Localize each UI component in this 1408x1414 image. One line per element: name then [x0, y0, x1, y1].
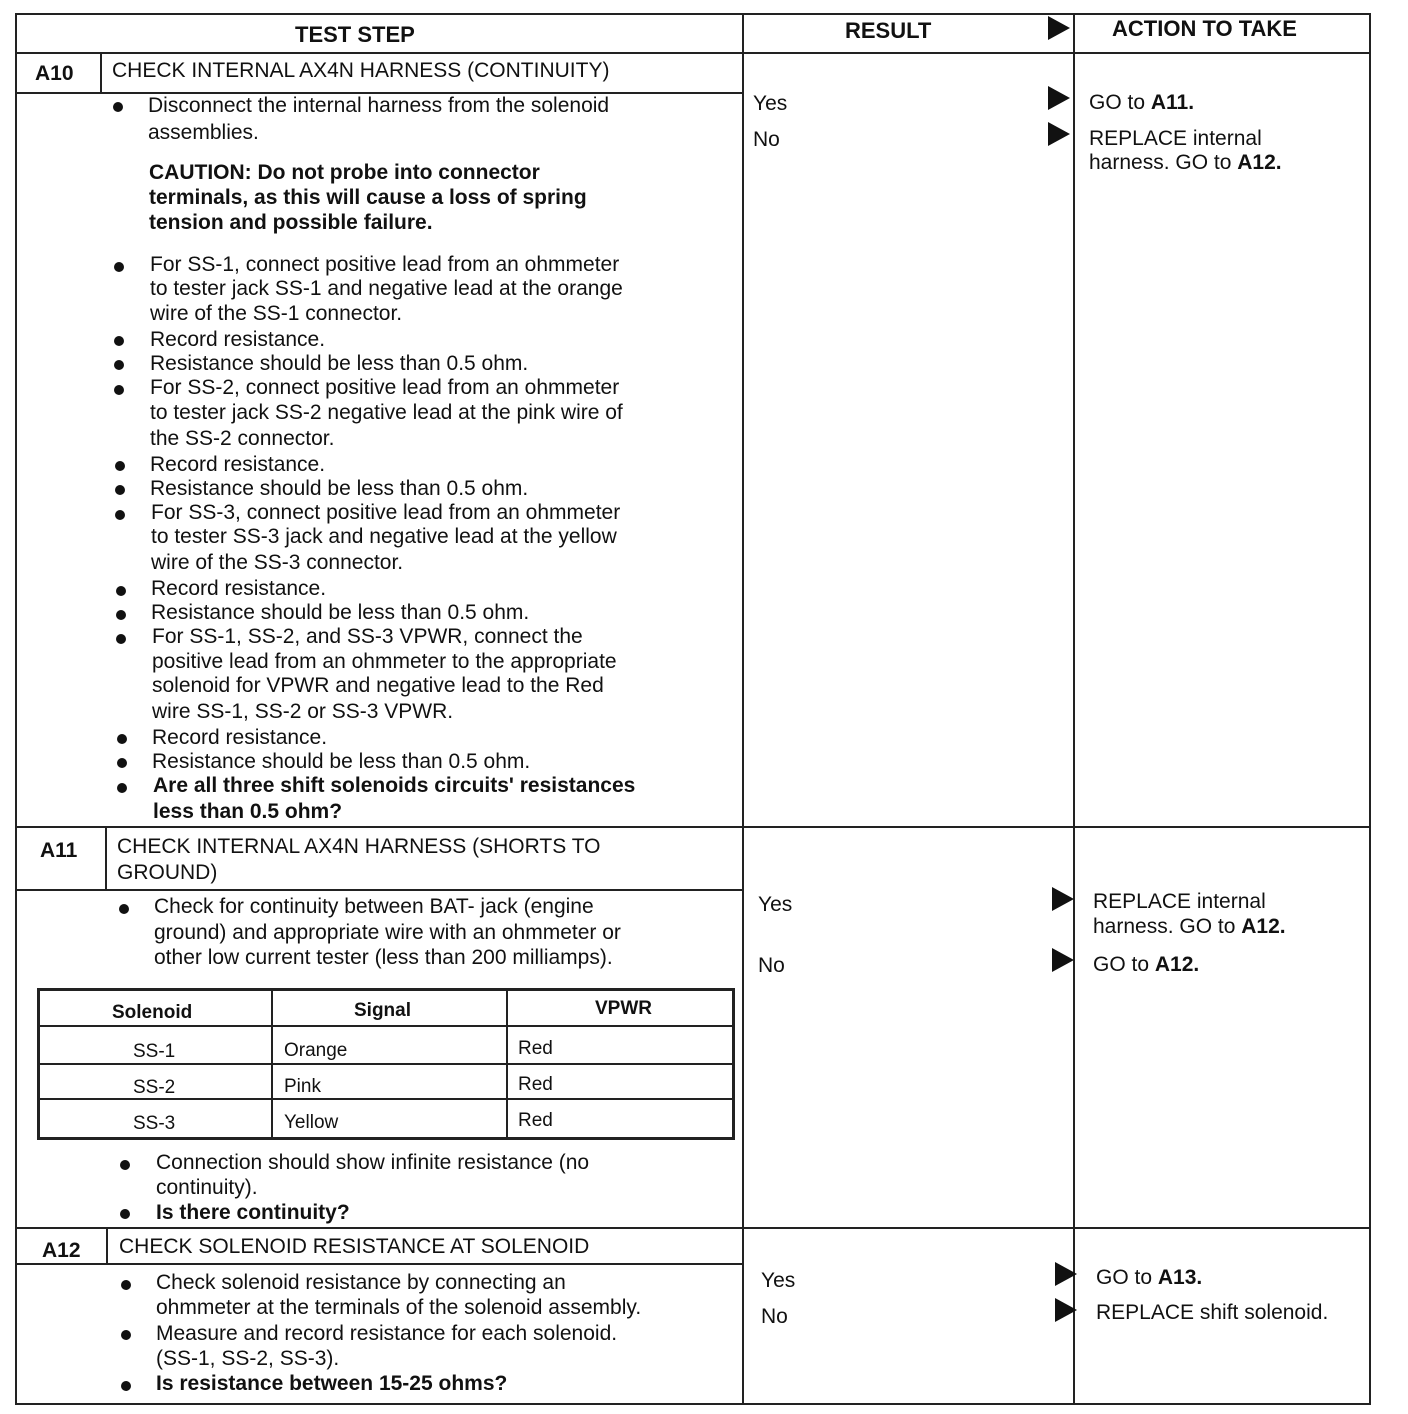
a11-action-no-text: GO to	[1093, 953, 1155, 976]
arrow-icon	[1048, 122, 1070, 146]
header-test-step: TEST STEP	[295, 22, 415, 47]
a11-action-yes-ref: A12.	[1241, 915, 1286, 938]
bullet-icon	[120, 1209, 130, 1219]
a11-a12-separator	[15, 1227, 1370, 1229]
a11-line: continuity).	[156, 1176, 258, 1199]
a10-a11-separator	[15, 826, 1370, 828]
a10-step-id: A10	[35, 62, 74, 85]
bullet-icon	[117, 758, 127, 768]
a11-result-yes: Yes	[758, 893, 793, 916]
a10-line: Record resistance.	[150, 453, 326, 476]
a10-action-no-ref: A12.	[1237, 151, 1282, 174]
table-cell: Red	[518, 1038, 553, 1059]
header-arrow-icon	[1048, 16, 1070, 40]
a10-step-title: CHECK INTERNAL AX4N HARNESS (CONTINUITY)	[112, 59, 610, 82]
a10-line: wire SS-1, SS-2 or SS-3 VPWR.	[152, 700, 454, 723]
right-border	[1369, 13, 1371, 1405]
header-result: RESULT	[845, 18, 932, 43]
table-cell: SS-1	[133, 1041, 176, 1062]
table-cell: Pink	[284, 1076, 321, 1097]
a10-action-yes	[1089, 90, 1194, 115]
a12-line: (SS-1, SS-2, SS-3).	[156, 1347, 340, 1370]
a10-caution: CAUTION: Do not probe into connector	[149, 161, 540, 184]
left-border	[15, 13, 17, 1405]
a10-line: Resistance should be less than 0.5 ohm.	[150, 352, 529, 375]
a12-step-id: A12	[42, 1239, 81, 1262]
a12-title-bottom	[15, 1263, 743, 1265]
a10-action-yes-ref: A11.	[1150, 91, 1195, 114]
a12-action-yes-ref: A13.	[1157, 1266, 1203, 1289]
a12-id-divider	[106, 1228, 108, 1264]
a12-step-title: CHECK SOLENOID RESISTANCE AT SOLENOID	[119, 1235, 590, 1258]
a12-line: Measure and record resistance for each solenoid.	[156, 1322, 618, 1345]
a10-line: solenoid for VPWR and negative lead to the Red	[152, 674, 604, 697]
a10-line: Resistance should be less than 0.5 ohm.	[150, 477, 529, 500]
arrow-icon	[1048, 86, 1070, 110]
table-top-border	[15, 13, 1370, 15]
table-bottom-border	[15, 1403, 1371, 1405]
a10-id-divider	[100, 53, 102, 93]
bullet-icon	[121, 1330, 131, 1340]
a11-line: other low current tester (less than 200 milliamps).	[154, 946, 613, 969]
a11-line: ground) and appropriate wire with an ohmmeter or	[154, 921, 621, 944]
a12-result-no: No	[761, 1305, 788, 1328]
result-column-divider	[1073, 13, 1075, 1405]
a11-step-id: A11	[40, 839, 78, 862]
a10-line: For SS-3, connect positive lead from an ohmmeter	[151, 501, 621, 524]
bullet-icon	[114, 336, 124, 346]
a11-line: Check for continuity between BAT- jack (engine	[154, 895, 594, 918]
arrow-icon	[1052, 887, 1074, 911]
a10-line: positive lead from an ohmmeter to the appropriate	[152, 650, 617, 673]
test-step-column-divider	[742, 13, 744, 1405]
table-header-solenoid: Solenoid	[112, 1002, 193, 1023]
a11-step-title: CHECK INTERNAL AX4N HARNESS (SHORTS TO	[117, 835, 601, 858]
a10-question: Are all three shift solenoids circuits' resistances	[153, 774, 636, 797]
header-bottom-border	[15, 52, 1370, 54]
header-action-to-take: ACTION TO TAKE	[1112, 16, 1297, 41]
a12-question: Is resistance between 15-25 ohms?	[156, 1372, 508, 1395]
a11-step-title: GROUND)	[117, 861, 218, 884]
a10-line: For SS-1, connect positive lead from an ohmmeter	[150, 253, 620, 276]
a11-action-yes-line1: REPLACE internal	[1093, 890, 1266, 913]
bullet-icon	[116, 634, 126, 644]
arrow-icon	[1055, 1298, 1077, 1322]
a11-action-yes-line2	[1093, 914, 1286, 939]
arrow-icon	[1052, 948, 1074, 972]
table-col-divider	[271, 991, 273, 1137]
bullet-icon	[115, 510, 125, 520]
a12-action-no: REPLACE shift solenoid.	[1096, 1301, 1329, 1324]
a10-caution: tension and possible failure.	[149, 211, 433, 234]
bullet-icon	[115, 461, 125, 471]
a11-action-no-ref: A12.	[1154, 953, 1200, 976]
a10-line: Record resistance.	[152, 726, 328, 749]
table-col-divider	[506, 991, 508, 1137]
a10-line: to tester SS-3 jack and negative lead at the yellow	[151, 525, 617, 548]
a10-line: Resistance should be less than 0.5 ohm.	[151, 601, 530, 624]
a10-action-no-line2	[1089, 150, 1282, 175]
a11-title-bottom	[15, 889, 743, 891]
bullet-icon	[121, 1280, 131, 1290]
a10-line: wire of the SS-3 connector.	[151, 551, 404, 574]
a10-line: Record resistance.	[151, 577, 327, 600]
table-cell: Red	[518, 1110, 553, 1131]
a10-line: to tester jack SS-2 negative lead at the pink wire of	[150, 401, 623, 424]
a10-line: assemblies.	[148, 121, 259, 144]
arrow-icon	[1055, 1262, 1077, 1286]
bullet-icon	[116, 610, 126, 620]
a10-line: wire of the SS-1 connector.	[150, 302, 403, 325]
bullet-icon	[114, 262, 124, 272]
a12-action-yes	[1096, 1265, 1202, 1290]
bullet-icon	[113, 102, 123, 112]
a10-result-yes: Yes	[753, 92, 788, 115]
a10-line: Disconnect the internal harness from the solenoid	[148, 94, 610, 117]
bullet-icon	[114, 385, 124, 395]
a10-result-no: No	[753, 128, 780, 151]
a11-question: Is there continuity?	[156, 1201, 350, 1224]
a10-line: For SS-2, connect positive lead from an ohmmeter	[150, 376, 620, 399]
table-header-signal: Signal	[354, 1000, 412, 1021]
bullet-icon	[114, 360, 124, 370]
a12-action-yes-text: GO to	[1096, 1266, 1158, 1289]
bullet-icon	[119, 904, 129, 914]
a10-line: Record resistance.	[150, 328, 326, 351]
bullet-icon	[121, 1381, 131, 1391]
a10-line: Resistance should be less than 0.5 ohm.	[152, 750, 531, 773]
a12-line: ohmmeter at the terminals of the solenoid assembly.	[156, 1296, 642, 1319]
wire-color-table	[37, 988, 735, 1140]
bullet-icon	[116, 586, 126, 596]
a10-action-no-line1: REPLACE internal	[1089, 127, 1262, 150]
a10-line: For SS-1, SS-2, and SS-3 VPWR, connect the	[152, 625, 583, 648]
table-cell: Yellow	[284, 1112, 339, 1133]
a11-action-no	[1093, 952, 1199, 977]
bullet-icon	[117, 734, 127, 744]
a12-line: Check solenoid resistance by connecting an	[156, 1271, 566, 1294]
a10-action-no-text: harness. GO to	[1089, 151, 1238, 174]
bullet-icon	[120, 1160, 130, 1170]
table-cell: Orange	[284, 1040, 348, 1061]
table-cell: SS-2	[133, 1077, 176, 1098]
table-row-divider	[40, 1025, 732, 1027]
table-row-divider	[40, 1063, 732, 1065]
table-cell: SS-3	[133, 1113, 176, 1134]
table-cell: Red	[518, 1074, 553, 1095]
a10-line: to tester jack SS-1 and negative lead at the orange	[150, 277, 623, 300]
a10-action-yes-text: GO to	[1089, 91, 1151, 114]
bullet-icon	[117, 783, 127, 793]
a10-question: less than 0.5 ohm?	[153, 800, 343, 823]
a11-action-yes-text: harness. GO to	[1093, 915, 1242, 938]
table-header-vpwr: VPWR	[595, 998, 652, 1019]
bullet-icon	[115, 485, 125, 495]
a10-line: the SS-2 connector.	[150, 427, 335, 450]
a11-id-divider	[105, 827, 107, 890]
a11-result-no: No	[758, 954, 785, 977]
a10-caution: terminals, as this will cause a loss of spring	[149, 186, 587, 209]
a12-result-yes: Yes	[761, 1269, 796, 1292]
a11-line: Connection should show infinite resistance (no	[156, 1151, 590, 1174]
